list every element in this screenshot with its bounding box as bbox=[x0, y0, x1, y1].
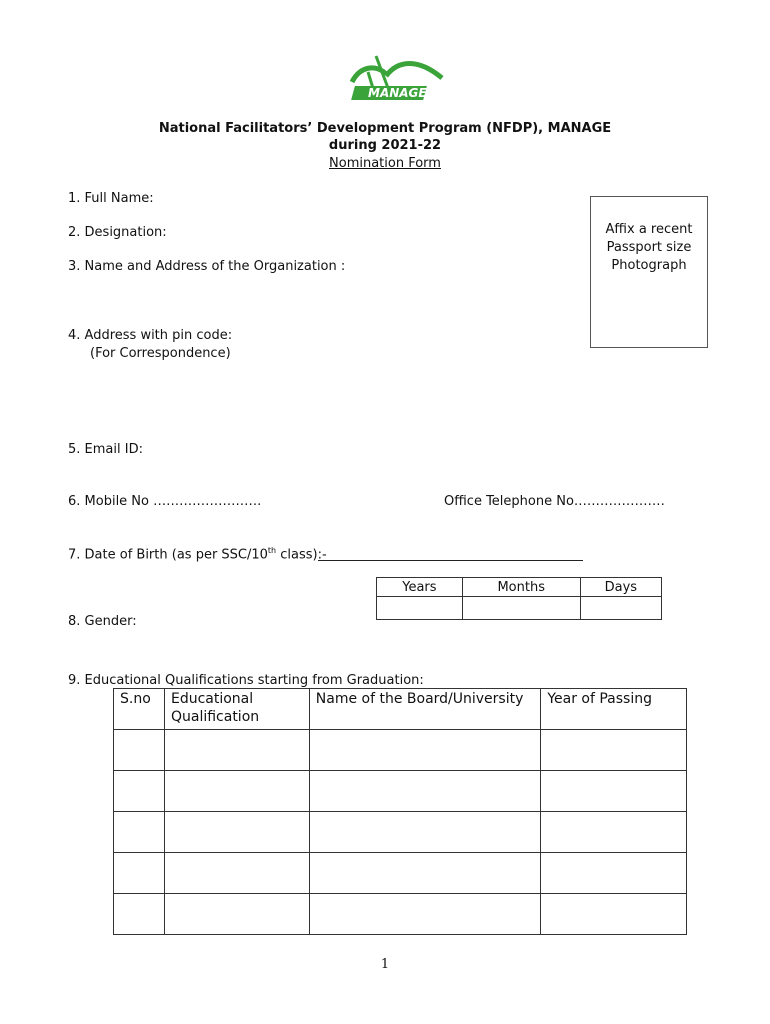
sno-cell[interactable] bbox=[114, 730, 165, 771]
gender-label: 8. Gender: bbox=[68, 614, 137, 629]
manage-logo bbox=[346, 52, 446, 108]
year-of-passing-header: Year of Passing bbox=[541, 689, 687, 730]
photo-box-line3: Photograph bbox=[611, 258, 687, 273]
dob-table bbox=[376, 577, 662, 620]
sno-cell[interactable] bbox=[114, 771, 165, 812]
photo-box[interactable] bbox=[590, 196, 708, 348]
full-name-label: 1. Full Name: bbox=[68, 191, 154, 206]
sno-cell[interactable] bbox=[114, 894, 165, 935]
email-label: 5. Email ID: bbox=[68, 442, 143, 457]
table-row bbox=[114, 894, 687, 935]
education-table bbox=[113, 688, 687, 935]
form-title: National Facilitators’ Development Program (NFDP), MANAGE bbox=[158, 121, 612, 136]
mobile-label: 6. Mobile No ……………………. bbox=[68, 494, 262, 509]
dob-input-line[interactable] bbox=[318, 560, 583, 561]
sno-cell[interactable] bbox=[114, 853, 165, 894]
qualification-cell[interactable] bbox=[164, 812, 309, 853]
dob-label-post: class):- bbox=[276, 547, 327, 563]
table-row bbox=[114, 812, 687, 853]
manage-logo-icon bbox=[346, 52, 446, 108]
qualification-cell[interactable] bbox=[164, 730, 309, 771]
dob-label-sup: th bbox=[267, 546, 277, 555]
board-university-header: Name of the Board/University bbox=[309, 689, 541, 730]
board-university-cell[interactable] bbox=[309, 812, 541, 853]
dob-label-pre: 7. Date of Birth (as per SSC/10 bbox=[68, 547, 268, 563]
logo-text: MANAGE bbox=[368, 86, 427, 100]
address-label: 4. Address with pin code: bbox=[68, 328, 233, 343]
form-title-year: during 2021-22 bbox=[328, 138, 442, 153]
qualification-cell[interactable] bbox=[164, 894, 309, 935]
year-of-passing-cell[interactable] bbox=[541, 853, 687, 894]
education-table-header bbox=[114, 689, 687, 730]
dob-table-row bbox=[377, 597, 662, 620]
year-of-passing-cell[interactable] bbox=[541, 771, 687, 812]
dob-days-cell[interactable] bbox=[580, 597, 661, 620]
dob-months-header: Months bbox=[462, 578, 580, 597]
dob-years-header: Years bbox=[377, 578, 463, 597]
education-label: 9. Educational Qualifications starting from Graduation: bbox=[68, 673, 424, 688]
dob-months-cell[interactable] bbox=[462, 597, 580, 620]
office-telephone-label: Office Telephone No………………… bbox=[444, 494, 665, 509]
page-number: 1 bbox=[380, 957, 390, 972]
qualification-cell[interactable] bbox=[164, 853, 309, 894]
table-row bbox=[114, 853, 687, 894]
board-university-cell[interactable] bbox=[309, 894, 541, 935]
board-university-cell[interactable] bbox=[309, 730, 541, 771]
photo-box-line1: Affix a recent bbox=[605, 222, 693, 237]
sno-cell[interactable] bbox=[114, 812, 165, 853]
dob-years-cell[interactable] bbox=[377, 597, 463, 620]
dob-days-header: Days bbox=[580, 578, 661, 597]
year-of-passing-cell[interactable] bbox=[541, 894, 687, 935]
qualification-header: Educational Qualification bbox=[164, 689, 309, 730]
board-university-cell[interactable] bbox=[309, 853, 541, 894]
board-university-cell[interactable] bbox=[309, 771, 541, 812]
year-of-passing-cell[interactable] bbox=[541, 730, 687, 771]
address-note: (For Correspondence) bbox=[90, 346, 231, 361]
organization-label: 3. Name and Address of the Organization : bbox=[68, 259, 346, 274]
qualification-cell[interactable] bbox=[164, 771, 309, 812]
table-row bbox=[114, 730, 687, 771]
sno-header: S.no bbox=[114, 689, 165, 730]
dob-label bbox=[68, 546, 327, 562]
form-subtitle: Nomination Form bbox=[329, 156, 441, 171]
dob-table-header bbox=[377, 578, 662, 597]
photo-box-line2: Passport size bbox=[606, 240, 692, 255]
year-of-passing-cell[interactable] bbox=[541, 812, 687, 853]
designation-label: 2. Designation: bbox=[68, 225, 167, 240]
table-row bbox=[114, 771, 687, 812]
